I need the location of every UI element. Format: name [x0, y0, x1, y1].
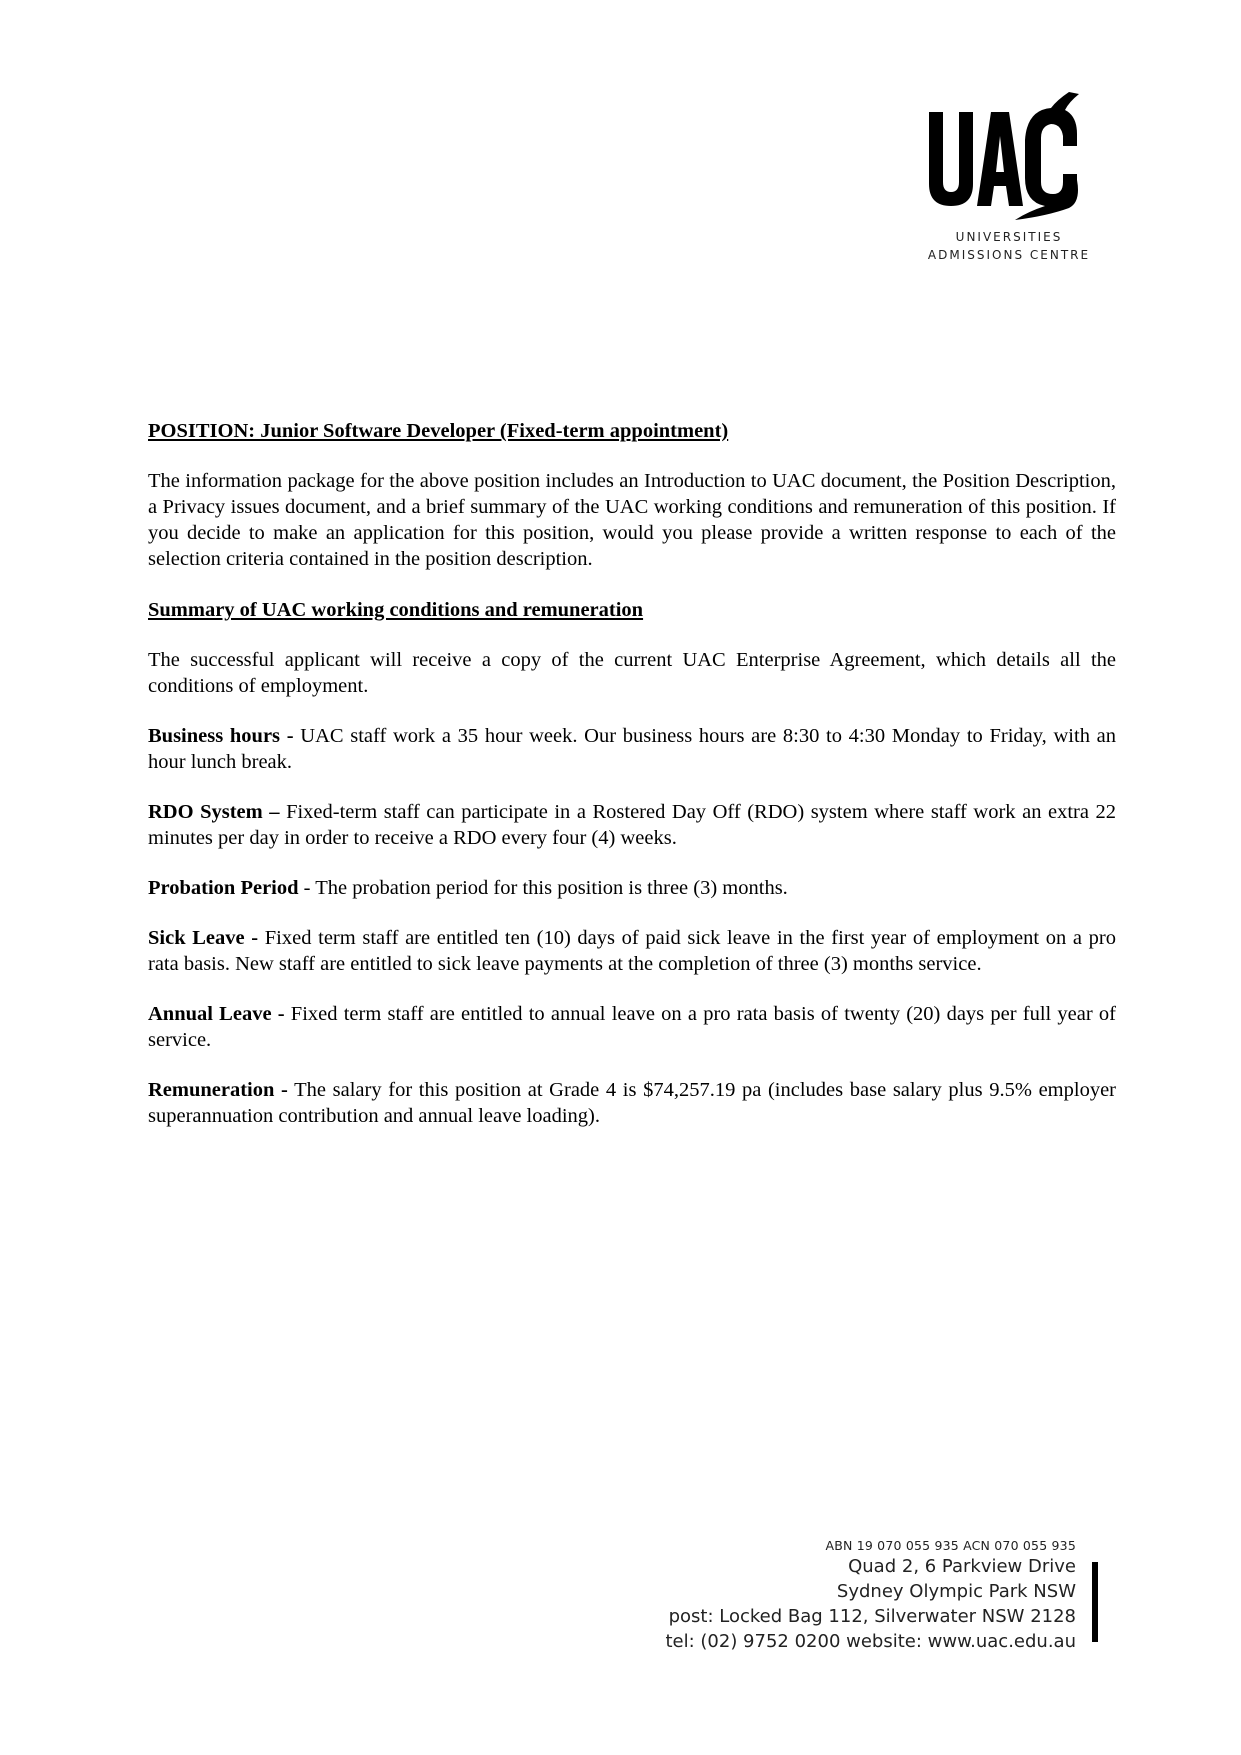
intro-paragraph: The information package for the above position includes an Introduction to UAC document, the Position Description, a Privacy issues document, and a brief summary of the UAC working conditions and remuneration of this position. If you decide to make an application for this position, would you please provide a written response to each of the selection criteria contained in the position description.: [148, 470, 1116, 570]
sick-leave-text: Fixed term staff are entitled ten (10) days of paid sick leave in the first year of employment on a pro rata basis. New staff are entitled to sick leave payments at the completion of three (3) months service.: [148, 927, 1116, 975]
business-hours-paragraph: [148, 723, 1116, 775]
footer-contact: tel: (02) 9752 0200 website: www.uac.edu.au: [665, 1631, 1076, 1652]
annual-leave-label: Annual Leave -: [148, 1003, 285, 1025]
summary-intro-paragraph: The successful applicant will receive a copy of the current UAC Enterprise Agreement, which details all the conditions of employment.: [148, 649, 1116, 697]
footer-abn: ABN 19 070 055 935 ACN 070 055 935: [825, 1538, 1076, 1553]
remuneration-label: Remuneration -: [148, 1079, 288, 1101]
footer-address-line-2: Sydney Olympic Park NSW: [836, 1581, 1076, 1602]
annual-leave-text: Fixed term staff are entitled to annual leave on a pro rata basis of twenty (20) days per full year of service.: [148, 1003, 1116, 1051]
business-hours-label: Business hours -: [148, 725, 294, 747]
document-body: [148, 418, 1116, 1129]
business-hours-text: UAC staff work a 35 hour week. Our business hours are 8:30 to 4:30 Monday to Friday, with an hour lunch break.: [148, 725, 1116, 773]
uac-logo: [919, 90, 1099, 270]
footer-address-block: [665, 1538, 1076, 1654]
rdo-system-label: RDO System –: [148, 801, 280, 823]
remuneration-paragraph: [148, 1077, 1116, 1129]
summary-heading: Summary of UAC working conditions and remuneration: [148, 599, 644, 621]
probation-period-label: Probation Period: [148, 877, 299, 899]
sick-leave-paragraph: [148, 925, 1116, 977]
sick-leave-label: Sick Leave -: [148, 927, 259, 949]
rdo-system-text: Fixed-term staff can participate in a Rostered Day Off (RDO) system where staff work an extra 22 minutes per day in order to receive a RDO every four (4) weeks.: [148, 801, 1117, 849]
logo-text-admissions-centre: ADMISSIONS CENTRE: [927, 248, 1091, 262]
remuneration-text: The salary for this position at Grade 4 is $74,257.19 pa (includes base salary plus 9.5% employer superannuation contribution and annual leave loading).: [148, 1079, 1116, 1127]
position-heading: POSITION: Junior Software Developer (Fixed-term appointment): [148, 420, 729, 442]
uac-logo-mark: [919, 90, 1099, 230]
annual-leave-paragraph: [148, 1001, 1116, 1053]
rdo-system-paragraph: [148, 799, 1116, 851]
footer-divider-bar: [1092, 1562, 1098, 1642]
probation-period-paragraph: [148, 875, 1116, 901]
footer-post: post: Locked Bag 112, Silverwater NSW 2128: [668, 1606, 1076, 1627]
footer-address-line-1: Quad 2, 6 Parkview Drive: [848, 1556, 1076, 1577]
logo-text-universities: UNIVERSITIES: [955, 230, 1063, 244]
probation-period-text: - The probation period for this position is three (3) months.: [298, 877, 788, 899]
